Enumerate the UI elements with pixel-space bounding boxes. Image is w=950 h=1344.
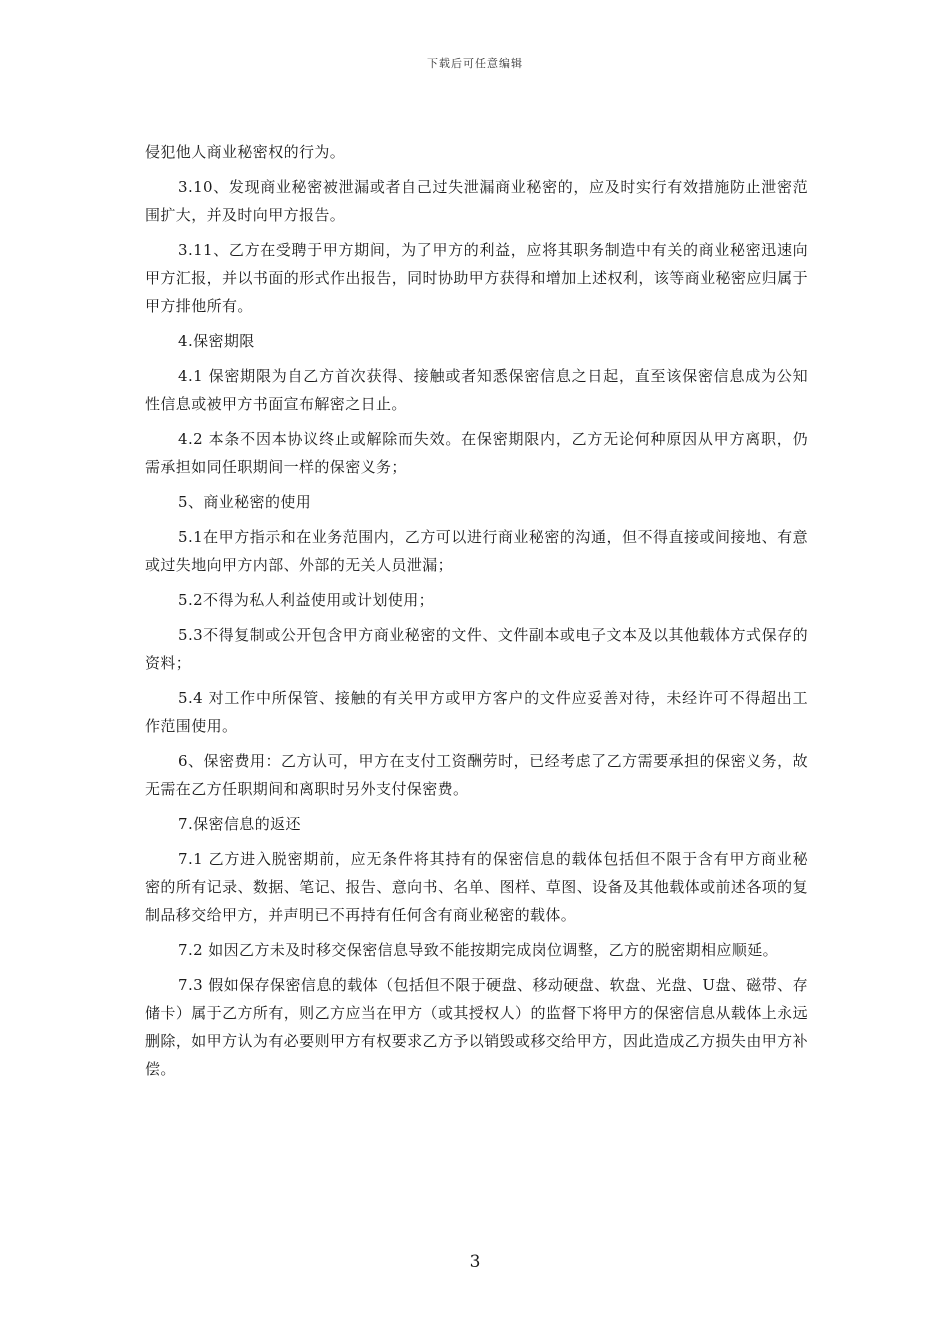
- paragraph: 7.3 假如保存保密信息的载体（包括但不限于硬盘、移动硬盘、软盘、光盘、U盘、磁带、存储卡）属于乙方所有，则乙方应当在甲方（或其授权人）的监督下将甲方的保密信息从载体上永远删除，如甲方认为有必要则甲方有权要求乙方予以销毁或移交给甲方，因此造成乙方损失由甲方补偿。: [145, 976, 808, 1078]
- section-heading: 7.保密信息的返还: [178, 815, 301, 833]
- page-header-note: 下载后可任意编辑: [427, 57, 523, 70]
- paragraph: 3.11、乙方在受聘于甲方期间，为了甲方的利益，应将其职务制造中有关的商业秘密迅速向甲方汇报，并以书面的形式作出报告，同时协助甲方获得和增加上述权利，该等商业秘密应归属于甲方排他所有。: [145, 241, 808, 315]
- paragraph: 4.2 本条不因本协议终止或解除而失效。在保密期限内，乙方无论何种原因从甲方离职，仍需承担如同任职期间一样的保密义务；: [145, 430, 808, 476]
- page-number: 3: [469, 1252, 481, 1272]
- paragraph: 6、保密费用：乙方认可，甲方在支付工资酬劳时，已经考虑了乙方需要承担的保密义务，故无需在乙方任职期间和离职时另外支付保密费。: [145, 752, 808, 798]
- document-body: [145, 138, 808, 1090]
- section-heading: 4.保密期限: [178, 332, 255, 350]
- section-heading: 5、商业秘密的使用: [178, 493, 312, 511]
- paragraph: 5.2不得为私人利益使用或计划使用；: [178, 591, 435, 609]
- paragraph: 3.10、发现商业秘密被泄漏或者自己过失泄漏商业秘密的，应及时实行有效措施防止泄密范围扩大，并及时向甲方报告。: [145, 178, 808, 224]
- paragraph: 4.1 保密期限为自乙方首次获得、接触或者知悉保密信息之日起，直至该保密信息成为公知性信息或被甲方书面宣布解密之日止。: [145, 367, 808, 413]
- paragraph: 7.1 乙方进入脱密期前，应无条件将其持有的保密信息的载体包括但不限于含有甲方商业秘密的所有记录、数据、笔记、报告、意向书、名单、图样、草图、设备及其他载体或前述各项的复制品移交给甲方，并声明已不再持有任何含有商业秘密的载体。: [145, 850, 808, 924]
- paragraph: 侵犯他人商业秘密权的行为。: [145, 143, 346, 161]
- paragraph: 5.3不得复制或公开包含甲方商业秘密的文件、文件副本或电子文本及以其他载体方式保存的资料；: [145, 626, 808, 672]
- paragraph: 5.4 对工作中所保管、接触的有关甲方或甲方客户的文件应妥善对待，未经许可不得超出工作范围使用。: [145, 689, 808, 735]
- paragraph: 7.2 如因乙方未及时移交保密信息导致不能按期完成岗位调整，乙方的脱密期相应顺延。: [178, 941, 779, 959]
- paragraph: 5.1在甲方指示和在业务范围内，乙方可以进行商业秘密的沟通，但不得直接或间接地、有意或过失地向甲方内部、外部的无关人员泄漏；: [145, 528, 808, 574]
